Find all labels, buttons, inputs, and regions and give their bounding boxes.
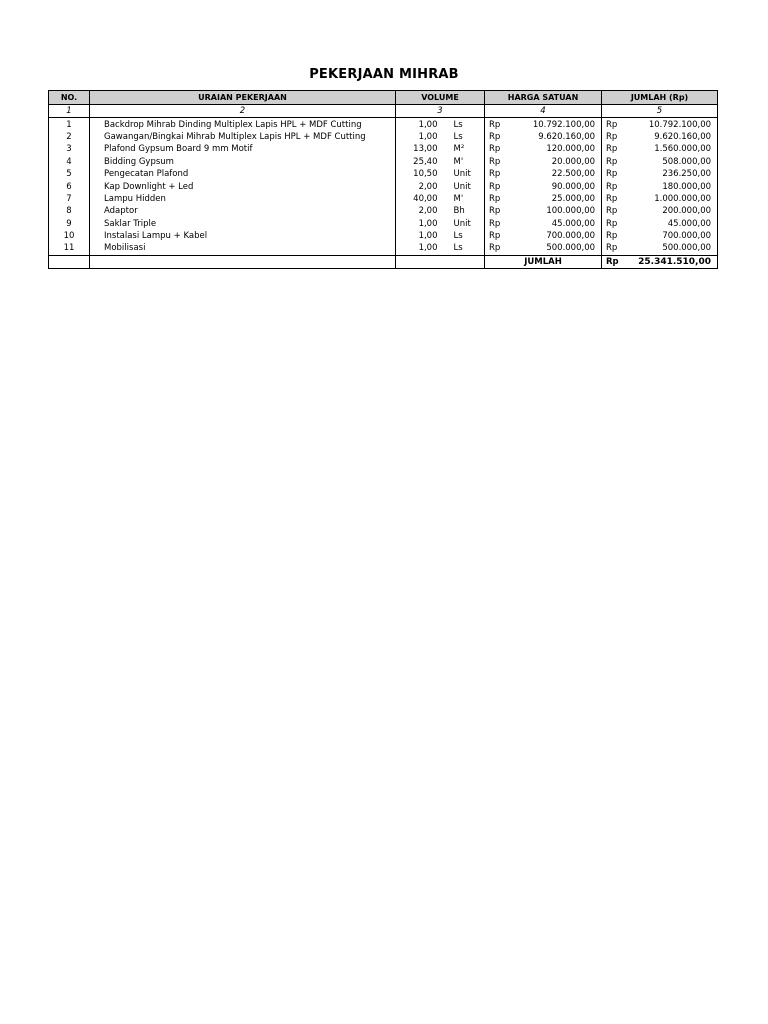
item-total: 700.000,00 bbox=[626, 230, 718, 242]
item-total-currency: Rp bbox=[602, 205, 626, 217]
item-unit: M² bbox=[444, 143, 485, 155]
item-unit-price: 500.000,00 bbox=[513, 242, 602, 255]
header-jumlah: JUMLAH (Rp) bbox=[602, 91, 718, 105]
item-unit-price: 10.792.100,00 bbox=[513, 118, 602, 131]
header-harga-satuan: HARGA SATUAN bbox=[485, 91, 602, 105]
item-no: 7 bbox=[49, 193, 90, 205]
table-header-row bbox=[49, 91, 718, 105]
item-description: Saklar Triple bbox=[90, 218, 396, 230]
item-total: 10.792.100,00 bbox=[626, 118, 718, 131]
total-empty-unit bbox=[444, 255, 485, 268]
header-volume: VOLUME bbox=[396, 91, 485, 105]
item-description: Bidding Gypsum bbox=[90, 156, 396, 168]
item-unit: Unit bbox=[444, 168, 485, 180]
item-total: 180.000,00 bbox=[626, 180, 718, 192]
table-row bbox=[49, 118, 718, 131]
item-no: 11 bbox=[49, 242, 90, 255]
item-total-currency: Rp bbox=[602, 168, 626, 180]
total-currency: Rp bbox=[602, 255, 626, 268]
header-uraian: URAIAN PEKERJAAN bbox=[90, 91, 396, 105]
total-empty-qty bbox=[396, 255, 444, 268]
table-row bbox=[49, 180, 718, 192]
item-volume: 2,00 bbox=[396, 205, 444, 217]
item-price-currency: Rp bbox=[485, 156, 513, 168]
item-description: Pengecatan Plafond bbox=[90, 168, 396, 180]
item-total-currency: Rp bbox=[602, 131, 626, 143]
total-row bbox=[49, 255, 718, 268]
item-total-currency: Rp bbox=[602, 118, 626, 131]
column-number: 3 bbox=[396, 105, 485, 118]
item-no: 4 bbox=[49, 156, 90, 168]
item-price-currency: Rp bbox=[485, 205, 513, 217]
item-total: 1.000.000,00 bbox=[626, 193, 718, 205]
item-price-currency: Rp bbox=[485, 143, 513, 155]
total-value: 25.341.510,00 bbox=[626, 255, 718, 268]
item-volume: 1,00 bbox=[396, 218, 444, 230]
item-unit-price: 9.620.160,00 bbox=[513, 131, 602, 143]
item-total: 200.000,00 bbox=[626, 205, 718, 217]
item-description: Backdrop Mihrab Dinding Multiplex Lapis HPL + MDF Cutting bbox=[90, 118, 396, 131]
table-row bbox=[49, 242, 718, 255]
item-unit: M' bbox=[444, 156, 485, 168]
item-price-currency: Rp bbox=[485, 118, 513, 131]
column-number: 5 bbox=[602, 105, 718, 118]
table-row bbox=[49, 168, 718, 180]
column-number: 2 bbox=[90, 105, 396, 118]
item-total-currency: Rp bbox=[602, 242, 626, 255]
item-total: 9.620.160,00 bbox=[626, 131, 718, 143]
item-unit-price: 20.000,00 bbox=[513, 156, 602, 168]
item-description: Kap Downlight + Led bbox=[90, 180, 396, 192]
item-total-currency: Rp bbox=[602, 230, 626, 242]
table-row bbox=[49, 156, 718, 168]
item-unit-price: 700.000,00 bbox=[513, 230, 602, 242]
total-label: JUMLAH bbox=[485, 255, 602, 268]
total-empty-desc bbox=[90, 255, 396, 268]
header-no: NO. bbox=[49, 91, 90, 105]
table-row bbox=[49, 230, 718, 242]
column-number: 1 bbox=[49, 105, 90, 118]
item-total: 45.000,00 bbox=[626, 218, 718, 230]
item-total: 1.560.000,00 bbox=[626, 143, 718, 155]
item-no: 1 bbox=[49, 118, 90, 131]
item-no: 5 bbox=[49, 168, 90, 180]
item-description: Gawangan/Bingkai Mihrab Multiplex Lapis HPL + MDF Cutting bbox=[90, 131, 396, 143]
item-description: Adaptor bbox=[90, 205, 396, 217]
item-description: Plafond Gypsum Board 9 mm Motif bbox=[90, 143, 396, 155]
item-total-currency: Rp bbox=[602, 218, 626, 230]
item-volume: 1,00 bbox=[396, 242, 444, 255]
item-total-currency: Rp bbox=[602, 143, 626, 155]
item-unit-price: 120.000,00 bbox=[513, 143, 602, 155]
item-total: 236.250,00 bbox=[626, 168, 718, 180]
item-unit: Ls bbox=[444, 230, 485, 242]
item-volume: 2,00 bbox=[396, 180, 444, 192]
item-unit: Ls bbox=[444, 118, 485, 131]
item-volume: 10,50 bbox=[396, 168, 444, 180]
column-number-row bbox=[49, 105, 718, 118]
item-price-currency: Rp bbox=[485, 218, 513, 230]
item-total: 508.000,00 bbox=[626, 156, 718, 168]
item-no: 10 bbox=[49, 230, 90, 242]
table-row bbox=[49, 218, 718, 230]
item-total-currency: Rp bbox=[602, 156, 626, 168]
total-empty-no bbox=[49, 255, 90, 268]
item-unit: Unit bbox=[444, 180, 485, 192]
item-unit-price: 45.000,00 bbox=[513, 218, 602, 230]
item-total-currency: Rp bbox=[602, 180, 626, 192]
item-unit: Unit bbox=[444, 218, 485, 230]
item-price-currency: Rp bbox=[485, 131, 513, 143]
table-row bbox=[49, 143, 718, 155]
item-price-currency: Rp bbox=[485, 180, 513, 192]
item-unit: Ls bbox=[444, 242, 485, 255]
item-no: 3 bbox=[49, 143, 90, 155]
item-total: 500.000,00 bbox=[626, 242, 718, 255]
table-row bbox=[49, 131, 718, 143]
column-number: 4 bbox=[485, 105, 602, 118]
item-no: 8 bbox=[49, 205, 90, 217]
item-description: Lampu Hidden bbox=[90, 193, 396, 205]
cost-table bbox=[48, 90, 718, 269]
document-title: PEKERJAAN MIHRAB bbox=[309, 67, 459, 82]
item-no: 6 bbox=[49, 180, 90, 192]
item-volume: 13,00 bbox=[396, 143, 444, 155]
item-no: 2 bbox=[49, 131, 90, 143]
item-volume: 1,00 bbox=[396, 118, 444, 131]
item-volume: 1,00 bbox=[396, 131, 444, 143]
item-price-currency: Rp bbox=[485, 193, 513, 205]
item-description: Instalasi Lampu + Kabel bbox=[90, 230, 396, 242]
item-total-currency: Rp bbox=[602, 193, 626, 205]
item-unit: M' bbox=[444, 193, 485, 205]
item-volume: 25,40 bbox=[396, 156, 444, 168]
table-row bbox=[49, 205, 718, 217]
item-price-currency: Rp bbox=[485, 230, 513, 242]
item-unit: Ls bbox=[444, 131, 485, 143]
item-unit-price: 22.500,00 bbox=[513, 168, 602, 180]
table-row bbox=[49, 193, 718, 205]
item-description: Mobilisasi bbox=[90, 242, 396, 255]
item-price-currency: Rp bbox=[485, 168, 513, 180]
item-volume: 40,00 bbox=[396, 193, 444, 205]
item-no: 9 bbox=[49, 218, 90, 230]
item-unit: Bh bbox=[444, 205, 485, 217]
item-volume: 1,00 bbox=[396, 230, 444, 242]
item-unit-price: 100.000,00 bbox=[513, 205, 602, 217]
item-unit-price: 90.000,00 bbox=[513, 180, 602, 192]
item-unit-price: 25.000,00 bbox=[513, 193, 602, 205]
item-price-currency: Rp bbox=[485, 242, 513, 255]
